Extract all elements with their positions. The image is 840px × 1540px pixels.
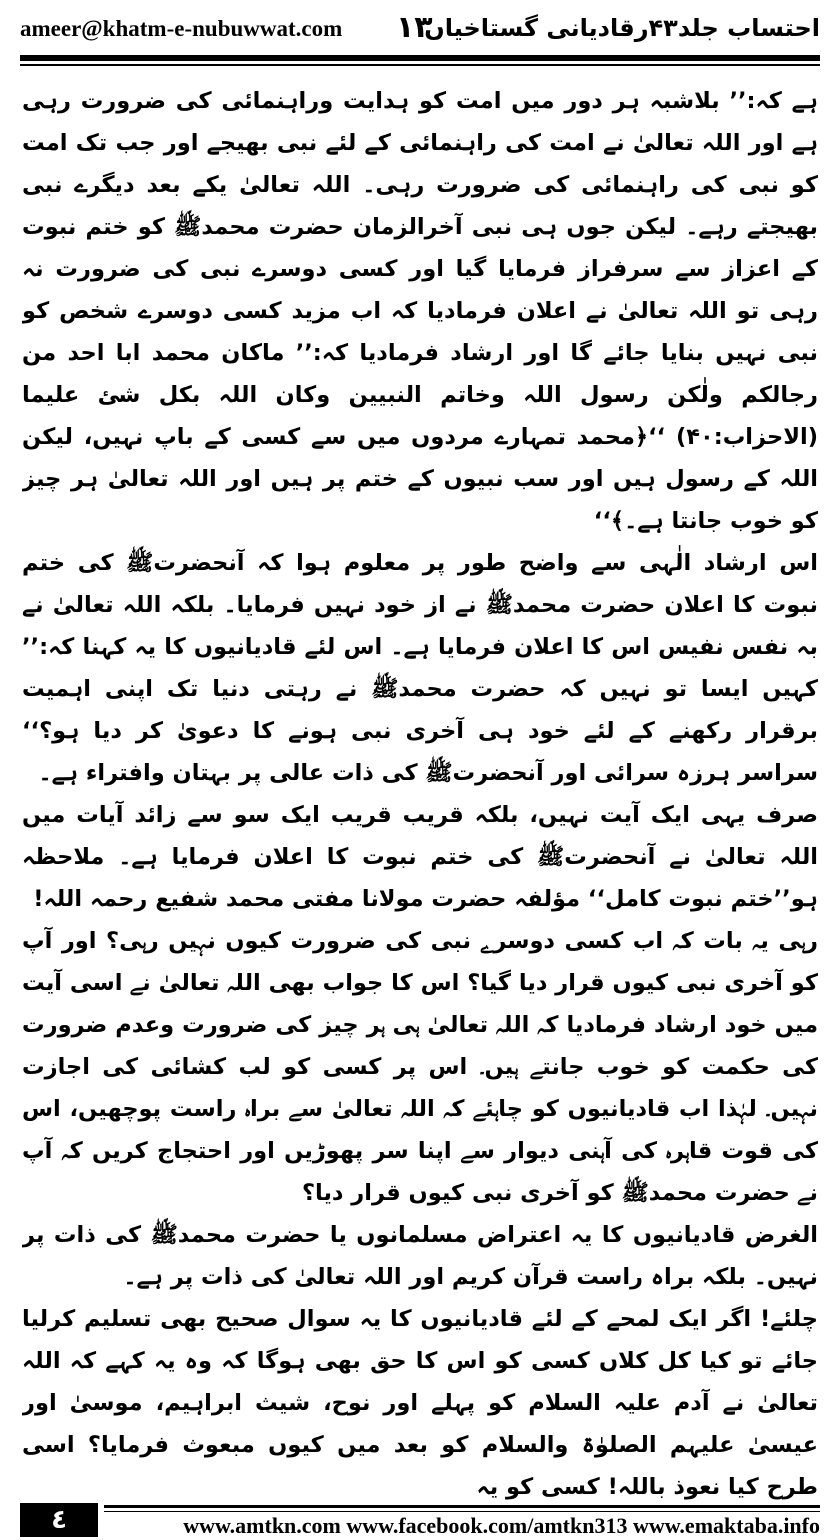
page-header [20, 10, 820, 54]
page-footer [20, 1503, 820, 1537]
paragraph-6: چلئے! اگر ایک لمحے کے لئے قادیانیوں کا یہ سوال صحیح بھی تسلیم کرلیا جائے تو کیا کل کلاں کسی کو اس کا حق بھی ہوگا کہ وہ یہ کہے کہ اللہ تعالیٰ نے آدم علیہ السلام کو پہلے اور نوح، شیث ابراہیم، موسیٰ اور عیسیٰ علیہم الصلوٰۃ والسلام کو بعد میں کیوں مبعوث فرمایا؟ اسی طرح کیا نعوذ باللہ! کسی کو یہ [22, 1306, 818, 1500]
footer-page-box: ٤ [20, 1503, 98, 1537]
footer-urls: www.amtkn.com www.facebook.com/amtkn313 www.emaktaba.info [183, 1513, 820, 1538]
footer-rule-thin [104, 1511, 820, 1512]
footer-rule-thick [104, 1505, 820, 1508]
paragraph-5: الغرض قادیانیوں کا یہ اعتراض مسلمانوں یا حضرت محمدﷺ کی ذات پر نہیں۔ بلکہ براہ راست قرآن کریم اور اللہ تعالیٰ کی ذات پر ہے۔ [22, 1222, 818, 1290]
paragraph-2: اس ارشاد الٰہی سے واضح طور پر معلوم ہوا کہ آنحضرتﷺ کی ختم نبوت کا اعلان حضرت محمدﷺ نے از خود نہیں فرمایا۔ بلکہ اللہ تعالیٰ نے بہ نفس نفیس اس کا اعلان فرمایا ہے۔ اس لئے قادیانیوں کا یہ کہنا کہ:’’ کہیں ایسا تو نہیں کہ حضرت محمدﷺ نے رہتی دنیا تک اپنی اہمیت برقرار رکھنے کے لئے خود ہی آخری نبی ہونے کا دعویٰ کر دیا ہو؟‘‘ سراسر ہرزہ سرائی اور آنحضرتﷺ کی ذات عالی پر بہتان وافتراء ہے۔ [22, 550, 818, 786]
paragraph-4: رہی یہ بات کہ اب کسی دوسرے نبی کی ضرورت کیوں نہیں رہی؟ اور آپ کو آخری نبی کیوں قرار دیا گیا؟ اس کا جواب بھی اللہ تعالیٰ نے اسی آیت میں خود ارشاد فرمادیا کہ اللہ تعالیٰ ہی ہر چیز کی ضرورت وعدم ضرورت کی حکمت کو خوب جانتے ہیں۔ اس پر کسی کو لب کشائی کی اجازت نہیں۔ لہٰذا اب قادیانیوں کو چاہئے کہ اللہ تعالیٰ سے براہ راست پوچھیں، اس کی قوت قاہرہ کی آہنی دیوار سے اپنا سر پھوڑیں اور احتجاج کریں کہ آپ نے حضرت محمدﷺ کو آخری نبی کیوں قرار دیا؟ [22, 928, 818, 1206]
paragraph-1: ہے کہ:’’ بلاشبہ ہر دور میں امت کو ہدایت وراہنمائی کی ضرورت رہی ہے اور اللہ تعالیٰ نے امت کی راہنمائی کے لئے نبی بھیجے اور جب تک امت کو نبی کی راہنمائی کی ضرورت رہی۔ اللہ تعالیٰ یکے بعد دیگرے نبی بھیجتے رہے۔ لیکن جوں ہی نبی آخرالزمان حضرت محمدﷺ کو ختم نبوت کے اعزاز سے سرفراز فرمایا گیا اور کسی دوسرے نبی کی ضرورت نہ رہی تو اللہ تعالیٰ نے اعلان فرمادیا کہ اب مزید کسی دوسرے شخص کو نبی نہیں بنایا جائے گا اور ارشاد فرمادیا کہ:’’ ماکان محمد ابا احد من رجالکم ولٰکن رسول اللہ وخاتم النبیین وکان اللہ بکل شئ علیما (الاحزاب:۴۰) ‘‘﴿محمد تمہارے مردوں میں سے کسی کے باپ نہیں، لیکن اللہ کے رسول ہیں اور سب نبیوں کے ختم پر ہیں اور اللہ تعالیٰ ہر چیز کو خوب جانتا ہے۔﴾‘‘ [22, 88, 818, 534]
header-rule-thin [20, 64, 820, 66]
header-rule-thick [20, 55, 820, 61]
header-email: ameer@khatm-e-nubuwwat.com [20, 16, 343, 41]
page-body [22, 80, 818, 1500]
paragraph-3: صرف یہی ایک آیت نہیں، بلکہ قریب قریب ایک سو سے زائد آیات میں اللہ تعالیٰ نے آنحضرتﷺ کی ختم نبوت کا اعلان فرمایا ہے۔ ملاحظہ ہو’’ختم نبوت کامل‘‘ مؤلفہ حضرت مولانا مفتی محمد شفیع رحمہ اللہ! [22, 802, 818, 912]
header-page-number: ۱۳ [396, 10, 433, 45]
header-title: احتساب جلد۴۳رقادیانی گستاخیاں [424, 14, 820, 42]
